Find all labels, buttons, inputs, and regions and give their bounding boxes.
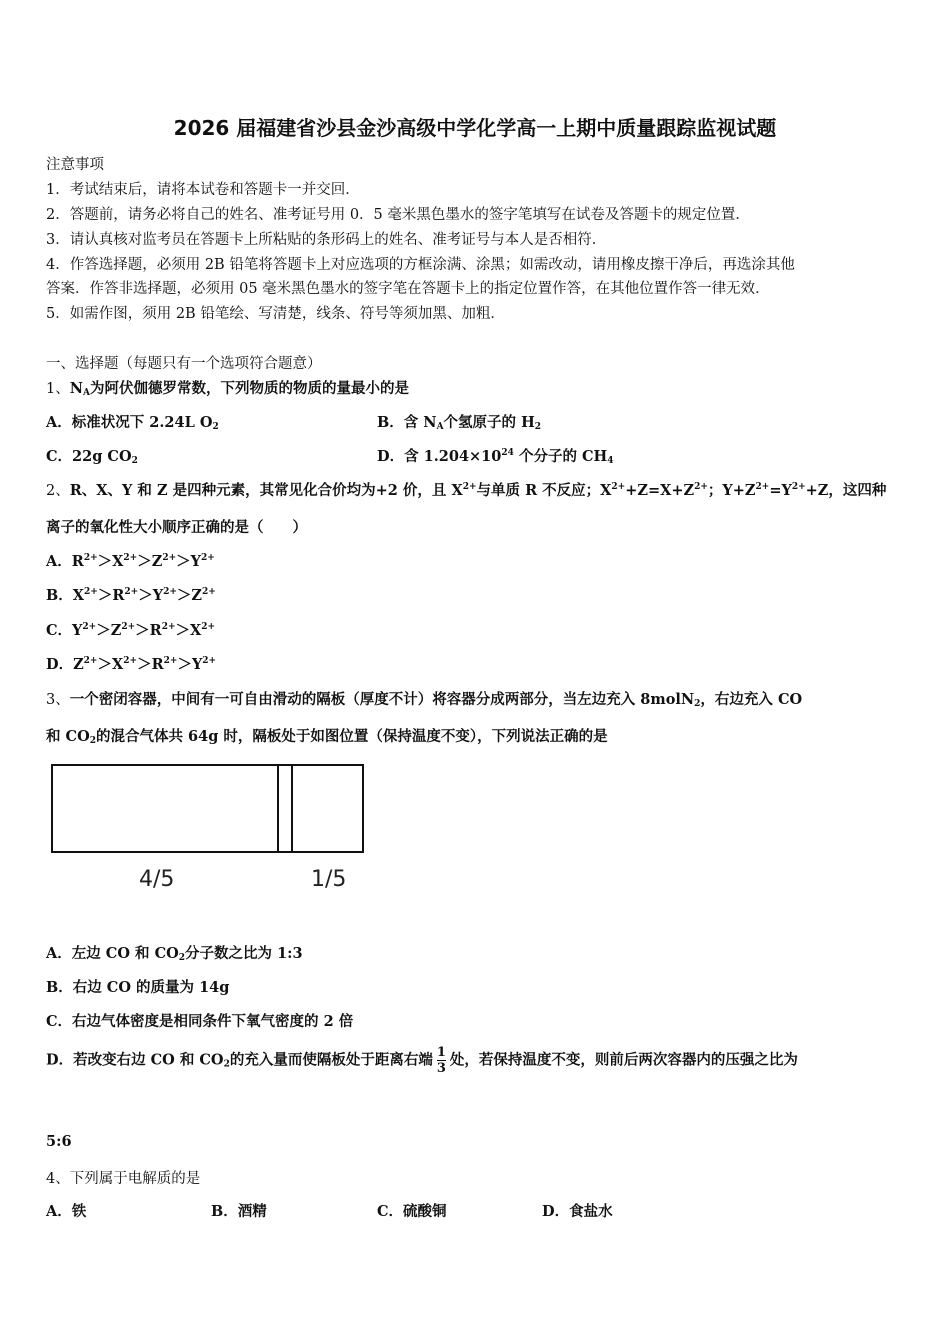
notice-item: 4．作答选择题，必须用 2B 铅笔将答题卡上对应选项的方框涂满、涂黑；如需改动，请用橡皮擦干净后，再选涂其他 bbox=[46, 257, 795, 273]
container-outline bbox=[52, 765, 363, 852]
question-2-stem-cont: 离子的氧化性大小顺序正确的是（ ） bbox=[46, 519, 307, 536]
question-1-stem: 1、$N_A$为阿伏伽德罗常数，下列物质的物质的量最小的是 bbox=[46, 380, 409, 398]
q3-option-d-cont: 5:6 bbox=[46, 1133, 72, 1150]
notice-item: 5．如需作图，须用 2B 铅笔绘、写清楚，线条、符号等须加黑、加粗． bbox=[46, 306, 505, 322]
notice-item: 2．答题前，请务必将自己的姓名、准考证号用 0．5 毫米黑色墨水的签字笔填写在试卷及答题卡的规定位置． bbox=[46, 207, 750, 223]
q4-option-d: D．食盐水 bbox=[542, 1203, 613, 1220]
partition bbox=[278, 765, 292, 852]
q3-option-b: B．右边 CO 的质量为 14g bbox=[46, 979, 230, 996]
q1-option-c: C．22g $CO_2$ bbox=[46, 448, 138, 466]
q1-option-a: A．标准状况下 2.24L $O_2$ bbox=[46, 414, 219, 432]
container-figure bbox=[50, 762, 368, 854]
question-2-stem: 2、R、X、Y 和 Z 是四种元素，其常见化合价均为+2 价，且 $X^{2+}$与单质 R 不反应；$X^{2+}+Z=X+Z^{2+}$；$Y+Z^{2+}=Y^{2+}+Z$，这四种 bbox=[46, 482, 887, 499]
notice-item: 3．请认真核对监考员在答题卡上所粘贴的条形码上的姓名、准考证号与本人是否相符． bbox=[46, 232, 607, 248]
q1-option-d: D．含 $1.204\times 10^{24}$ 个分子的 $CH_4$ bbox=[377, 448, 614, 466]
q2-option-b: B．$X^{2+}>R^{2+}>Y^{2+}>Z^{2+}$ bbox=[46, 587, 216, 604]
q2-option-d: D．$Z^{2+}>X^{2+}>R^{2+}>Y^{2+}$ bbox=[46, 656, 217, 673]
left-ratio-label: 4/5 bbox=[139, 867, 175, 892]
right-ratio-label: 1/5 bbox=[311, 867, 347, 892]
notice-heading: 注意事项 bbox=[46, 157, 104, 173]
fraction: $\frac{1}{3}$ bbox=[436, 1045, 446, 1076]
notice-item: 答案．作答非选择题，必须用 05 毫米黑色墨水的签字笔在答题卡上的指定位置作答，在其他位置作答一律无效． bbox=[46, 281, 770, 297]
q4-option-a: A．铁 bbox=[46, 1203, 87, 1220]
q2-option-c: C．$Y^{2+}>Z^{2+}>R^{2+}>X^{2+}$ bbox=[46, 622, 216, 639]
notice-item: 1．考试结束后，请将本试卷和答题卡一并交回． bbox=[46, 182, 360, 198]
question-3-stem: 3、一个密闭容器，中间有一可自由滑动的隔板（厚度不计）将容器分成两部分，当左边充入 8molN$_2$，右边充入 CO bbox=[46, 691, 803, 709]
section-heading: 一、选择题（每题只有一个选项符合题意） bbox=[46, 356, 322, 372]
q2-option-a: A．$R^{2+}>X^{2+}>Z^{2+}>Y^{2+}$ bbox=[46, 553, 215, 570]
q3-option-a: A．左边 CO 和 $CO_2$分子数之比为 1:3 bbox=[46, 945, 303, 963]
q3-option-c: C．右边气体密度是相同条件下氧气密度的 2 倍 bbox=[46, 1013, 354, 1030]
q3-option-d: D．若改变右边 CO 和 $CO_2$的充入量而使隔板处于距离右端 $\frac{1}{3}$ 处，若保持温度不变，则前后两次容器内的压强之比为 bbox=[46, 1045, 798, 1076]
question-4-stem: 4、下列属于电解质的是 bbox=[46, 1171, 201, 1187]
q4-option-c: C．硫酸铜 bbox=[377, 1203, 447, 1220]
q1-option-b: B．含 $N_A$个氢原子的 $H_2$ bbox=[377, 414, 542, 432]
q4-option-b: B．酒精 bbox=[211, 1203, 267, 1220]
question-3-stem-cont: 和 $CO_2$的混合气体共 64g 时，隔板处于如图位置（保持温度不变），下列说法正确的是 bbox=[46, 728, 608, 746]
page-title: 2026 届福建省沙县金沙高级中学化学高一上期中质量跟踪监视试题 bbox=[173, 116, 777, 140]
